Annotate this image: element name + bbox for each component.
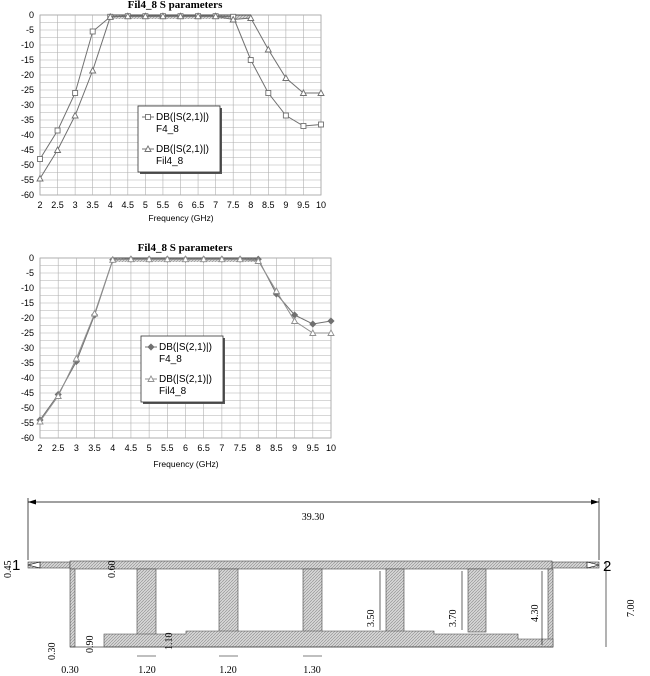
chart-1-series-1-point	[319, 122, 324, 127]
chart-2-x-tick: 5.5	[161, 443, 174, 453]
dim-stub-a: 3.50	[366, 609, 377, 627]
chart-2-x-tick: 2	[37, 443, 43, 453]
chart-2-x-tick: 3	[73, 443, 79, 453]
chart-2-x-tick: 6.5	[197, 443, 210, 453]
stub-4	[386, 569, 404, 632]
chart-1-x-tick: 5.5	[156, 200, 170, 210]
chart-1-xlabel: Frequency (GHz)	[148, 213, 214, 223]
chart-1-x-tick: 6.5	[191, 200, 205, 210]
chart-2-x-tick: 7.5	[233, 443, 247, 453]
chart-1-series-1-point	[283, 113, 288, 118]
chart-1-y-tick: -20	[20, 70, 34, 80]
chart-2-title: Fil4_8 S parameters	[137, 242, 233, 254]
port-2-label: 2	[603, 558, 612, 575]
chart-2-x-tick: 8.5	[270, 443, 283, 453]
filter-layout-diagram	[3, 498, 637, 676]
stub-3	[303, 569, 322, 632]
chart-1-series-1-point	[73, 91, 78, 96]
chart-2-y-tick: 0	[28, 253, 34, 263]
chart-2-y-tick: -25	[20, 328, 34, 338]
chart-1-x-tick: 5	[142, 200, 148, 210]
dim-left-feed: 0.45	[3, 560, 14, 578]
dim-bottom-c: 1.10	[164, 632, 175, 650]
chart-2-x-tick: 8	[255, 443, 261, 453]
chart-2-y-tick: -50	[20, 403, 34, 413]
chart-2-legend-entry: DB(|S(2,1)|)	[159, 342, 212, 353]
chart-1-x-tick: 2	[37, 200, 43, 210]
chart-1-x-tick: 7.5	[226, 200, 240, 210]
dim-stub-b: 3.70	[448, 609, 459, 627]
chart-1-series-1-point	[38, 157, 43, 162]
chart-2-legend-entry-sub: F4_8	[159, 354, 182, 365]
chart-1-x-tick: 4.5	[121, 200, 135, 210]
chart-2-x-tick: 2.5	[51, 443, 65, 453]
chart-1-y-tick: -55	[20, 175, 34, 185]
chart-1-y-tick: -15	[20, 55, 34, 65]
chart-1-y-tick: -45	[20, 145, 34, 155]
chart-2-x-tick: 6	[182, 443, 189, 453]
chart-1-x-tick: 8	[248, 200, 254, 210]
chart-2-x-tick: 9.5	[306, 443, 320, 453]
chart-1-x-tick: 6	[177, 200, 184, 210]
chart-1-series-1-point	[266, 91, 271, 96]
chart-2-y-tick: -10	[20, 283, 34, 293]
chart-2-y-tick: -60	[20, 433, 34, 443]
chart-2-x-tick: 4	[110, 443, 116, 453]
chart-2-y-tick: -15	[20, 298, 34, 308]
chart-1-x-tick: 7	[213, 200, 219, 210]
chart-2-y-tick: -35	[20, 358, 34, 368]
chart-1-x-tick: 3.5	[86, 200, 99, 210]
chart-1-y-tick: -35	[20, 115, 34, 125]
chart-1-legend-entry-sub: Fil4_8	[156, 156, 184, 167]
chart-2-y-tick: -45	[20, 388, 34, 398]
chart-2-xlabel: Frequency (GHz)	[153, 459, 219, 469]
chart-1-x-tick: 3	[72, 200, 78, 210]
dim-total-width: 39.30	[301, 512, 325, 523]
chart-2-legend-entry: DB(|S(2,1)|)	[159, 374, 212, 385]
chart-1-y-tick: 0	[28, 10, 34, 20]
stub-1	[137, 569, 156, 635]
stub-5	[468, 569, 486, 632]
dim-gap-d: 1.30	[303, 665, 321, 676]
dim-height: 7.00	[626, 599, 637, 617]
chart-1-series-1-point	[248, 58, 253, 63]
dim-gap-b: 1.20	[138, 665, 156, 676]
chart-2-x-tick: 4.5	[124, 443, 138, 453]
chart-2-y-tick: -40	[20, 373, 34, 383]
right-short-stub	[548, 569, 553, 647]
chart-1-legend-entry-sub: F4_8	[156, 124, 179, 135]
chart-1-y-tick: -40	[20, 130, 34, 140]
chart-1-y-tick: -25	[20, 85, 34, 95]
chart-2-y-tick: -55	[20, 418, 34, 428]
chart-2-x-tick: 3.5	[88, 443, 101, 453]
chart-1-x-tick: 10	[315, 200, 327, 210]
chart-2-y-tick: -5	[25, 268, 34, 278]
dim-top-line: 0.60	[107, 560, 118, 578]
chart-1-x-tick: 9	[283, 200, 289, 210]
chart-1-y-tick: -10	[20, 40, 34, 50]
port-1-label: 1	[12, 557, 21, 574]
dim-bottom-b: 0.90	[85, 635, 96, 653]
chart-1-legend-entry: DB(|S(2,1)|)	[156, 112, 209, 123]
chart-1-x-tick: 2.5	[51, 200, 64, 210]
chart-1-legend-entry: DB(|S(2,1)|)	[156, 144, 209, 155]
chart-1-x-tick: 4	[107, 200, 113, 210]
dim-gap-a: 0.30	[61, 665, 79, 676]
chart-1-x-tick: 8.5	[262, 200, 275, 210]
stub-2	[219, 569, 238, 632]
dim-gap-c: 1.20	[219, 665, 237, 676]
chart-1-y-tick: -30	[20, 100, 34, 110]
chart-1-series-1-point	[90, 29, 95, 34]
chart-1-title: Fil4_8 S parameters	[127, 0, 223, 11]
chart-1-y-tick: -60	[20, 190, 34, 200]
chart-2-y-tick: -20	[20, 313, 34, 323]
chart-1-x-tick: 9.5	[297, 200, 310, 210]
chart-1-y-tick: -50	[20, 160, 34, 170]
chart-2-x-tick: 9	[292, 443, 298, 453]
chart-2-x-tick: 10	[325, 443, 337, 453]
dim-bottom-a: 0.30	[47, 642, 58, 660]
top-transmission-line	[70, 561, 552, 569]
chart-1	[21, 0, 326, 223]
chart-2-x-tick: 7	[219, 443, 225, 453]
chart-1-series-1-point	[55, 128, 60, 133]
chart-2-y-tick: -30	[20, 343, 34, 353]
chart-2	[21, 242, 336, 469]
chart-2-x-tick: 5	[146, 443, 152, 453]
left-short-stub	[70, 569, 75, 647]
chart-2-legend-entry-sub: Fil4_8	[159, 386, 187, 397]
dim-stub-c: 4.30	[530, 604, 541, 622]
chart-1-series-1-point	[301, 124, 306, 129]
chart-1-legend-swatch-marker	[146, 115, 151, 120]
chart-1-y-tick: -5	[25, 25, 34, 35]
